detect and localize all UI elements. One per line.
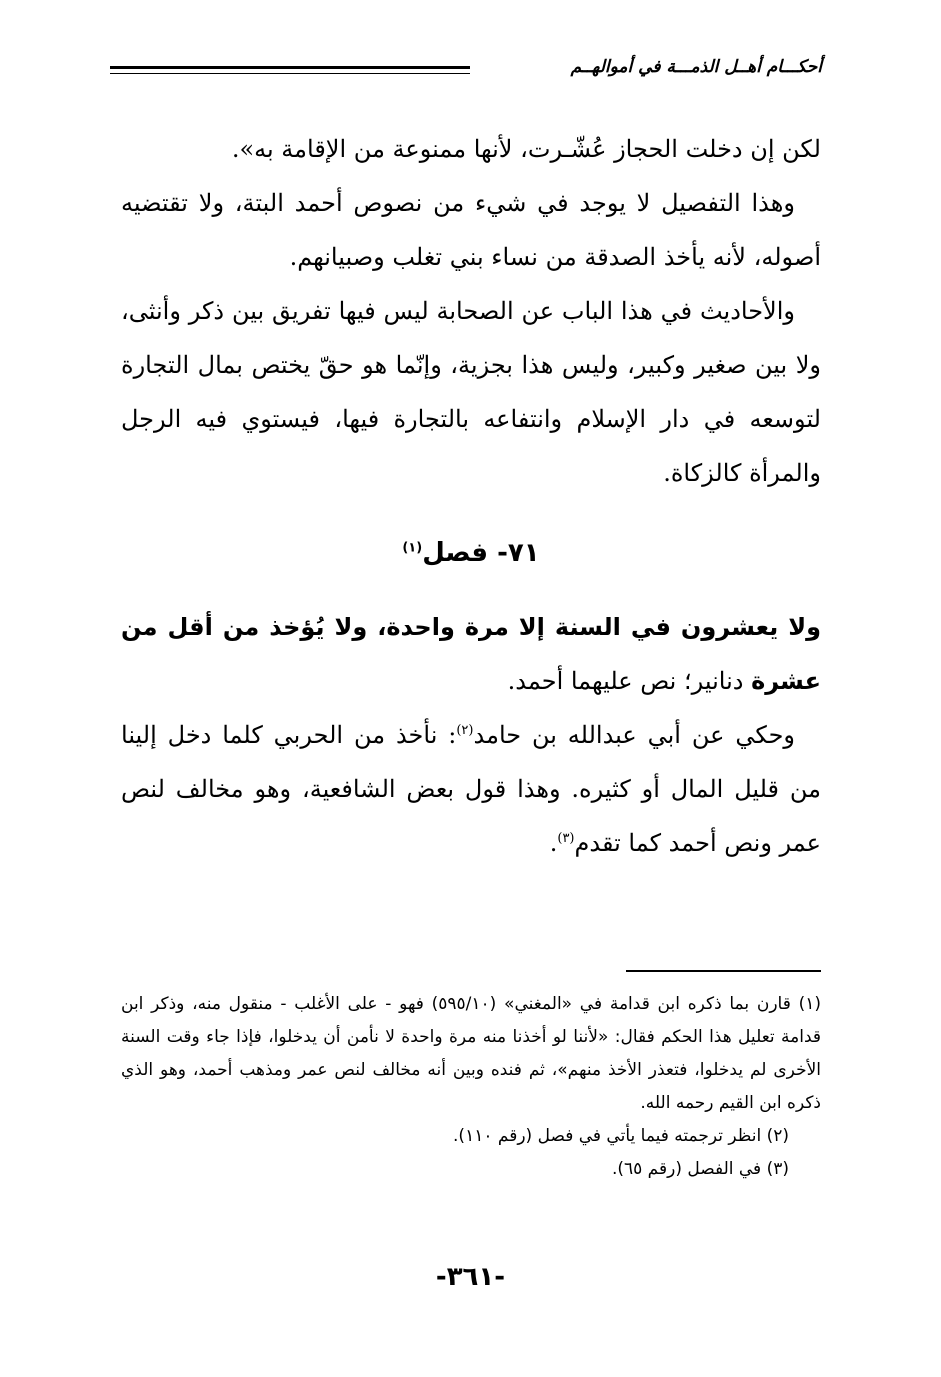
section-heading-text: ٧١- فصل — [422, 538, 540, 568]
section-heading — [121, 526, 821, 580]
running-title: أحكـــام أهــل الذمـــة في أموالهــم — [570, 57, 822, 77]
paragraph-5-end: . — [549, 829, 558, 857]
footnote-3: (٣) في الفصل (رقم ٦٥). — [611, 1159, 789, 1179]
paragraph-1: لكن إن دخلت الحجاز عُشّـرت، لأنها ممنوعة من الإقامة به». — [231, 135, 821, 163]
main-text — [121, 122, 821, 870]
footnotes — [121, 988, 821, 1186]
footnote-separator — [626, 970, 821, 972]
header-rule-thick — [110, 66, 470, 69]
running-header — [110, 52, 822, 92]
footnote-2: (٢) انظر ترجمته فيما يأتي في فصل (رقم ١١٠). — [453, 1126, 789, 1146]
footnote-ref-1: (١) — [402, 540, 423, 556]
page-number: -٣٦١- — [435, 1262, 506, 1292]
paragraph-5 — [121, 708, 821, 870]
footnote-1: (١) قارن بما ذكره ابن قدامة في «المغني» (٥٩٥/١٠) فهو - على الأغلب - منقول منه، وذكر ابن قدامة تعليل هذا الحكم فقال: «لأننا لو أخذنا منه مرة واحدة لا نأمن أن يدخلوا، فإذا جاء وقت السنة الأخرى لم يدخلوا، فتعذر الأخذ منهم»، ثم فنده وبين أنه مخالف لنص عمر ومذهب أحمد، وهو الذي ذكره ابن القيم رحمه الله. — [121, 994, 821, 1113]
header-rule-thin — [110, 73, 470, 74]
paragraph-5-b: : نأخذ من الحربي كلما دخل إلينا من قليل المال أو كثيره. وهذا قول بعض الشافعية، وهو مخالف لنص عمر ونص أحمد كما تقدم — [121, 721, 821, 857]
paragraph-5-a: وحكي عن أبي عبدالله بن حامد — [473, 721, 796, 749]
paragraph-3: والأحاديث في هذا الباب عن الصحابة ليس فيها تفريق بين ذكر وأنثى، ولا بين صغير وكبير، وليس هذا بجزية، وإنّما هو حقّ يختص بمال التجارة لتوسعه في دار الإسلام وانتفاعه بالتجارة فيها، فيستوي فيه الرجل والمرأة كالزكاة. — [121, 297, 821, 487]
footnote-ref-2: (٢) — [456, 723, 474, 738]
footnote-ref-3: (٣) — [557, 831, 575, 846]
paragraph-4-rest: دنانير؛ نص عليهما أحمد. — [507, 667, 744, 695]
paragraph-2: وهذا التفصيل لا يوجد في شيء من نصوص أحمد البتة، ولا تقتضيه أصوله، لأنه يأخذ الصدقة من نساء بني تغلب وصبيانهم. — [121, 189, 821, 271]
paragraph-4 — [121, 600, 821, 708]
paragraph-4-bold: ولا يعشرون في السنة إلا مرة واحدة، ولا يُؤخذ من أقل من عشرة — [121, 613, 821, 695]
